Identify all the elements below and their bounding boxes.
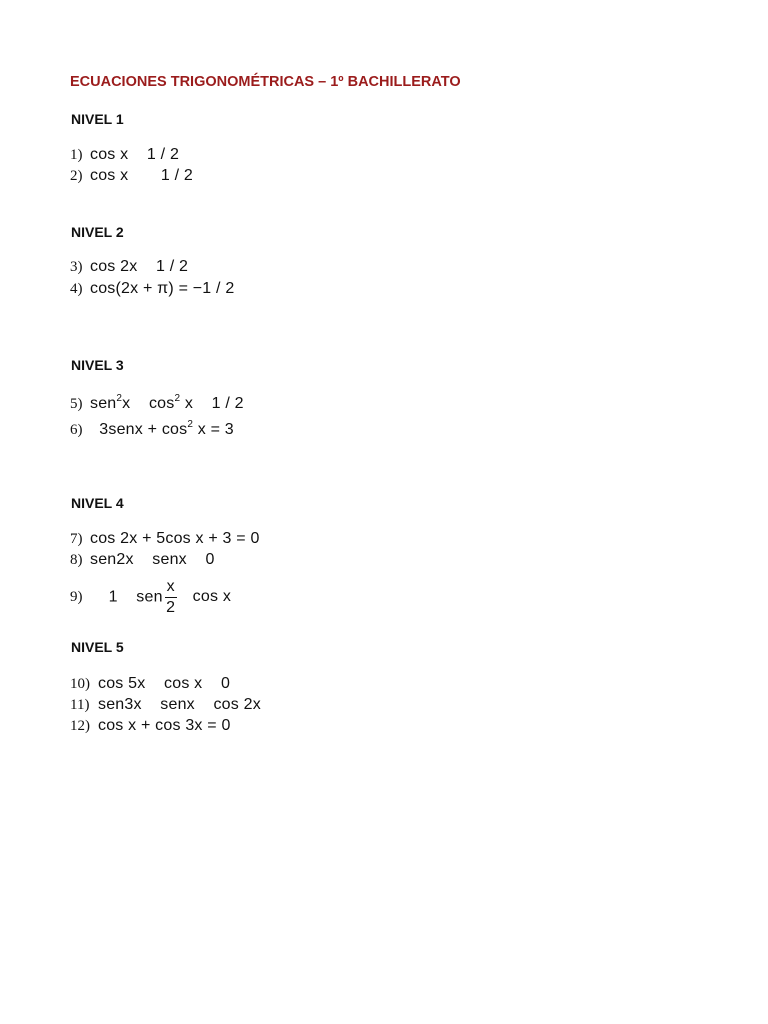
equation-expression: cos 2x + 5cos x + 3 = 0: [90, 530, 260, 547]
equation-number: 3): [70, 259, 83, 275]
equation-expression: 1 sen $\frac{x}{2}$ cos x: [108, 577, 232, 616]
level-3-heading: NIVEL 3: [71, 357, 124, 373]
equation-expression: cos x 1 / 2: [90, 146, 180, 163]
equation-expression: cos(2x + π) = −1 / 2: [90, 280, 235, 297]
equation-10: [70, 675, 230, 697]
equation-11: [70, 696, 261, 718]
equation-number: 9): [70, 588, 83, 605]
equation-number: 2): [70, 168, 83, 184]
equation-number: 12): [70, 718, 90, 734]
worksheet-title: ECUACIONES TRIGONOMÉTRICAS – 1º BACHILLERATO: [70, 74, 461, 90]
fraction-bar: [165, 597, 177, 598]
equation-expression: sen3x senx cos 2x: [98, 696, 261, 713]
equation-expression: sen2x senx 0: [90, 551, 215, 568]
equation-5: [70, 395, 244, 417]
equation-number: 4): [70, 281, 83, 297]
equation-expression: cos x 1 / 2: [90, 167, 193, 184]
level-1-heading: NIVEL 1: [71, 111, 124, 127]
equation-number: 10): [70, 676, 90, 692]
fraction-denominator: 2: [166, 598, 176, 616]
fraction: [165, 578, 177, 617]
equation-3: [70, 258, 188, 280]
equation-expression: cos 5x cos x 0: [98, 675, 231, 692]
level-2-heading: NIVEL 2: [71, 224, 124, 240]
equation-expression: sen$^2$x $\cos^2 x$ 1 / 2: [90, 393, 244, 412]
level-4-heading: NIVEL 4: [71, 495, 124, 511]
equation-number: 11): [70, 697, 90, 713]
equation-number: 6): [70, 422, 83, 438]
equation-1: [70, 146, 179, 168]
equation-number: 5): [70, 396, 83, 412]
equation-6: [70, 421, 234, 443]
equation-expression: cos x + cos 3x = 0: [98, 717, 231, 734]
equation-number: 7): [70, 531, 83, 547]
fraction-numerator: x: [166, 577, 175, 595]
equation-4: [70, 280, 234, 302]
level-5-heading: NIVEL 5: [71, 639, 124, 655]
equation-12: [70, 717, 231, 739]
equation-7: [70, 530, 260, 552]
equation-expression: 3senx + $\cos^2 x = 3$: [90, 419, 234, 438]
equation-number: 1): [70, 147, 83, 163]
equation-9: [70, 575, 231, 619]
equation-expression: cos 2x 1 / 2: [90, 258, 189, 275]
equation-number: 8): [70, 552, 83, 568]
equation-2: [70, 167, 193, 189]
